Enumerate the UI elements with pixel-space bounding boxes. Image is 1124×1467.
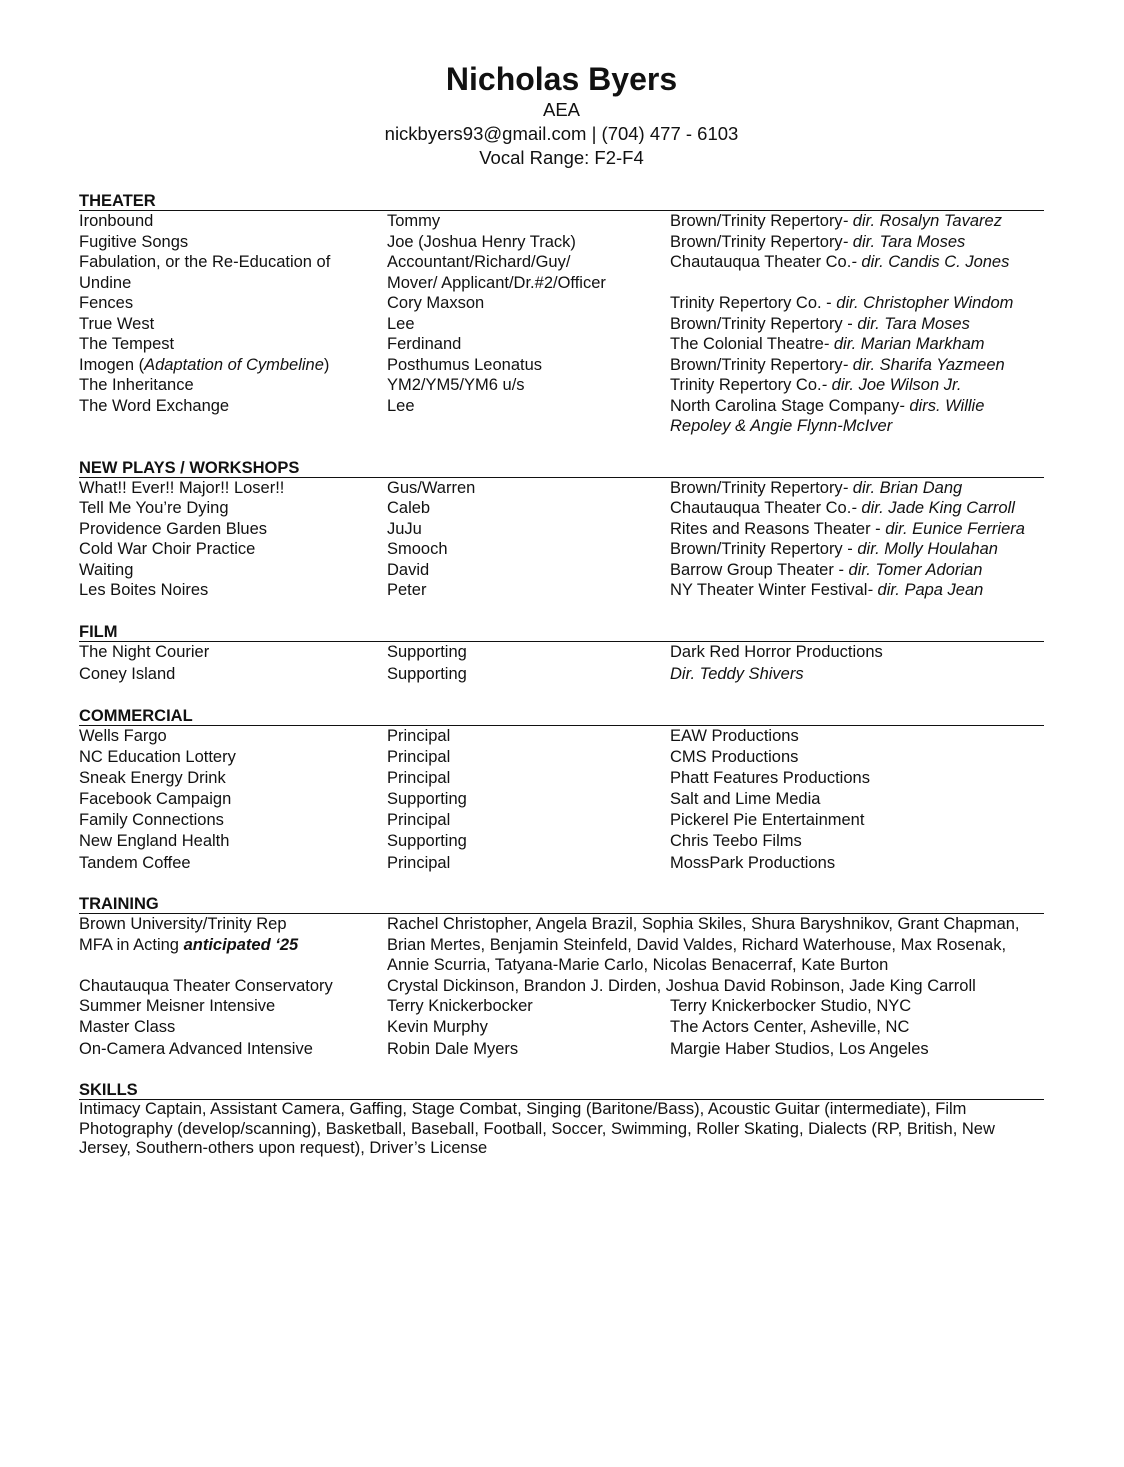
credit-director: dir. Tara Moses (852, 314, 970, 333)
credit-role: JuJu (387, 519, 422, 538)
degree-status: anticipated ‘25 (183, 935, 299, 954)
program-name: Chautauqua Theater Conservatory (79, 976, 333, 995)
theater-section (79, 192, 1044, 437)
credit-role: Cory Maxson (387, 294, 485, 312)
credit-row (79, 396, 1044, 417)
skills-section (79, 1081, 1044, 1159)
credit-show: Les Boites Noires (79, 581, 209, 599)
credit-company: Brown/Trinity Repertory - dir. Molly Houlahan (670, 540, 998, 558)
credit-show: True West (79, 314, 155, 333)
credit-role (387, 416, 670, 437)
credit-role: Principal (387, 747, 451, 766)
studio-name: The Actors Center, Asheville, NC (670, 1018, 910, 1037)
credit-role: Supporting (387, 790, 467, 809)
credit-company (670, 273, 1044, 294)
credit-company (670, 416, 1044, 437)
credit-row (79, 664, 1044, 685)
credit-company: Phatt Features Productions (670, 768, 870, 787)
credit-row (79, 293, 1044, 314)
credit-row (79, 853, 1044, 874)
credit-show: What!! Ever!! Major!! Loser!! (79, 478, 285, 497)
credit-show (79, 416, 387, 437)
credit-show: Sneak Energy Drink (79, 768, 226, 787)
credit-role: Ferdinand (387, 335, 462, 353)
training-row (79, 976, 1044, 997)
credit-role: Accountant/Richard/Guy/ (387, 253, 571, 271)
contact-line: nickbyers93@gmail.com | (704) 477 - 6103 (384, 123, 739, 144)
credit-company: EAW Productions (670, 726, 799, 745)
credit-row (79, 789, 1044, 810)
credit-role: Lee (387, 396, 415, 415)
credit-row (79, 519, 1044, 540)
credit-company: CMS Productions (670, 747, 799, 766)
credit-director: - dir. Candis C. Jones (851, 253, 1010, 271)
skills-line: Photography (develop/scanning), Basketball, Baseball, Football, Soccer, Swimming, Roller Skating, Dialects (RP, British, New (79, 1119, 995, 1138)
credit-company: Brown/Trinity Repertory- dir. Rosalyn Tavarez (670, 212, 1002, 230)
resume-page (79, 0, 1044, 1159)
credit-show: Undine (79, 273, 132, 292)
credit-role: David (387, 560, 430, 579)
credit-show: Tandem Coffee (79, 853, 191, 872)
teacher-line: Crystal Dickinson, Brandon J. Dirden, Joshua David Robinson, Jade King Carroll (387, 976, 976, 995)
section-title: SKILLS (79, 1081, 1044, 1100)
skills-line: Jersey, Southern-others upon request), Driver’s License (79, 1139, 488, 1157)
credit-show: Fences (79, 294, 134, 312)
section-title: THEATER (79, 192, 1044, 211)
teacher-line: Brian Mertes, Benjamin Steinfeld, David Valdes, Richard Waterhouse, Max Rosenak, (387, 935, 1007, 954)
credit-list (79, 211, 1044, 437)
credit-director: - dir. Marian Markham (823, 335, 985, 353)
credit-row (79, 314, 1044, 335)
credit-row (79, 498, 1044, 519)
credit-company: Brown/Trinity Repertory - dir. Tara Moses (670, 314, 970, 333)
degree-line (79, 935, 387, 956)
credit-show: Facebook Campaign (79, 790, 232, 809)
credit-show: Waiting (79, 560, 134, 579)
studio-name: Margie Haber Studios, Los Angeles (670, 1039, 929, 1058)
credit-role: Supporting (387, 832, 467, 851)
credit-company: Chautauqua Theater Co.- dir. Jade King Carroll (670, 499, 1015, 517)
credit-row (79, 273, 1044, 294)
credit-row (79, 747, 1044, 768)
credit-role: Principal (387, 726, 451, 745)
credit-director: Repoley & Angie Flynn-McIver (670, 417, 893, 435)
credit-role: Smooch (387, 540, 448, 558)
credit-show: Cold War Choir Practice (79, 540, 256, 558)
new-plays-section (79, 459, 1044, 601)
credit-show: NC Education Lottery (79, 747, 236, 766)
credit-show: Fugitive Songs (79, 232, 189, 251)
training-row (79, 914, 1044, 976)
section-title: FILM (79, 623, 1044, 642)
program-name: On-Camera Advanced Intensive (79, 1039, 313, 1058)
credit-director: - dir. Jade King Carroll (851, 499, 1015, 517)
teacher-name: Terry Knickerbocker (387, 997, 533, 1016)
teacher-name: Robin Dale Myers (387, 1039, 519, 1058)
credit-list (79, 478, 1044, 601)
credit-company: The Colonial Theatre- dir. Marian Markham (670, 335, 985, 353)
resume-header (79, 60, 1044, 170)
credit-director: dir. Molly Houlahan (852, 540, 998, 558)
credit-row (79, 355, 1044, 376)
section-title: COMMERCIAL (79, 707, 1044, 726)
credit-show: Imogen (Adaptation of Cymbeline) (79, 355, 330, 374)
credit-role: Principal (387, 768, 451, 787)
credit-company: Brown/Trinity Repertory- dir. Sharifa Yazmeen (670, 355, 1005, 374)
teacher-name: Kevin Murphy (387, 1018, 488, 1037)
credit-role: Lee (387, 314, 415, 333)
credit-row (79, 726, 1044, 747)
credit-company: Salt and Lime Media (670, 790, 821, 809)
program-name: Summer Meisner Intensive (79, 997, 276, 1016)
studio-name: Terry Knickerbocker Studio, NYC (670, 997, 912, 1016)
teacher-line: Rachel Christopher, Angela Brazil, Sophia Skiles, Shura Baryshnikov, Grant Chapman, (387, 915, 1020, 934)
credit-show: The Inheritance (79, 376, 194, 394)
credit-role: Principal (387, 853, 451, 872)
credit-list (79, 726, 1044, 874)
training-row (79, 1039, 1044, 1060)
credit-show: Wells Fargo (79, 726, 167, 745)
degree-label: MFA in Acting (79, 935, 184, 954)
credit-row (79, 334, 1044, 355)
credit-row (79, 211, 1044, 232)
credit-list (79, 642, 1044, 685)
credit-show: The Tempest (79, 335, 175, 353)
credit-director: - dir. Brian Dang (842, 478, 963, 497)
credit-company: Trinity Repertory Co.- dir. Joe Wilson Jr. (670, 376, 962, 394)
credit-company: Chris Teebo Films (670, 832, 802, 851)
credit-director: - dir. Papa Jean (867, 581, 984, 599)
credit-role: Supporting (387, 642, 467, 661)
union-affiliation: AEA (542, 99, 581, 120)
section-title: NEW PLAYS / WORKSHOPS (79, 459, 1044, 478)
credit-role: YM2/YM5/YM6 u/s (387, 376, 525, 394)
credit-director: - dir. Sharifa Yazmeen (842, 355, 1005, 374)
actor-name: Nicholas Byers (445, 61, 678, 97)
credit-row (79, 375, 1044, 396)
credit-row (79, 252, 1044, 273)
credit-show: The Night Courier (79, 642, 210, 661)
credit-director: - dirs. Willie (899, 396, 985, 415)
section-title: TRAINING (79, 895, 1044, 914)
credit-role: Tommy (387, 212, 441, 230)
credit-director: dir. Eunice Ferriera (880, 519, 1025, 538)
credit-director: - dir. Joe Wilson Jr. (821, 376, 962, 394)
credit-company: Chautauqua Theater Co.- dir. Candis C. Jones (670, 253, 1010, 271)
credit-row (79, 478, 1044, 499)
credit-company (670, 664, 1044, 685)
vocal-range: Vocal Range: F2-F4 (479, 147, 644, 168)
training-row (79, 1017, 1044, 1038)
credit-row (79, 831, 1044, 852)
credit-show: New England Health (79, 832, 230, 851)
credit-row (79, 768, 1044, 789)
credit-show: Fabulation, or the Re-Education of (79, 253, 331, 271)
credit-company: Dark Red Horror Productions (670, 642, 883, 661)
training-section (79, 895, 1044, 1059)
credit-role: Principal (387, 811, 451, 830)
program-name: Brown University/Trinity Rep (79, 915, 287, 934)
credit-role: Supporting (387, 665, 467, 683)
credit-director: dir. Tomer Adorian (843, 560, 983, 579)
film-section (79, 623, 1044, 685)
program-name: Master Class (79, 1018, 176, 1037)
credit-director: dir. Christopher Windom (831, 294, 1014, 312)
credit-company: NY Theater Winter Festival- dir. Papa Jean (670, 581, 984, 599)
training-program (79, 914, 387, 976)
training-teachers (387, 914, 1044, 976)
credit-show: Family Connections (79, 811, 224, 830)
credit-row (79, 810, 1044, 831)
credit-director: - dir. Tara Moses (842, 232, 966, 251)
credit-director: - dir. Rosalyn Tavarez (842, 212, 1002, 230)
credit-role: Peter (387, 581, 427, 599)
training-row (79, 996, 1044, 1017)
credit-company: Trinity Repertory Co. - dir. Christopher Windom (670, 294, 1014, 312)
credit-role: Gus/Warren (387, 478, 476, 497)
credit-company: Rites and Reasons Theater - dir. Eunice Ferriera (670, 519, 1025, 538)
credit-role: Caleb (387, 499, 431, 517)
credit-row (79, 580, 1044, 601)
credit-company: MossPark Productions (670, 853, 836, 872)
teacher-line: Annie Scurria, Tatyana-Marie Carlo, Nicolas Benacerraf, Kate Burton (387, 956, 889, 975)
credit-role: Joe (Joshua Henry Track) (387, 232, 576, 251)
credit-show: The Word Exchange (79, 396, 230, 415)
credit-role: Mover/ Applicant/Dr.#2/Officer (387, 273, 606, 292)
credit-show: Coney Island (79, 665, 176, 683)
credit-show: Tell Me You’re Dying (79, 499, 229, 517)
commercial-section (79, 707, 1044, 874)
credit-company: Brown/Trinity Repertory- dir. Tara Moses (670, 232, 966, 251)
credit-row (79, 416, 1044, 437)
credit-show: Providence Garden Blues (79, 519, 268, 538)
credit-company: Brown/Trinity Repertory- dir. Brian Dang (670, 478, 963, 497)
credit-row (79, 560, 1044, 581)
skills-line: Intimacy Captain, Assistant Camera, Gaffing, Stage Combat, Singing (Baritone/Bass), Acoustic Guitar (intermediate), Film (79, 1100, 967, 1118)
credit-company: Pickerel Pie Entertainment (670, 811, 865, 830)
credit-row (79, 232, 1044, 253)
skills-text (79, 1100, 1044, 1159)
credit-director: Dir. Teddy Shivers (670, 665, 804, 683)
credit-row (79, 642, 1044, 663)
credit-company: North Carolina Stage Company- dirs. Willie (670, 396, 985, 415)
training-list (79, 996, 1044, 1059)
credit-show: Ironbound (79, 212, 154, 230)
credit-role: Posthumus Leonatus (387, 355, 543, 374)
credit-company: Barrow Group Theater - dir. Tomer Adorian (670, 560, 983, 579)
credit-row (79, 539, 1044, 560)
